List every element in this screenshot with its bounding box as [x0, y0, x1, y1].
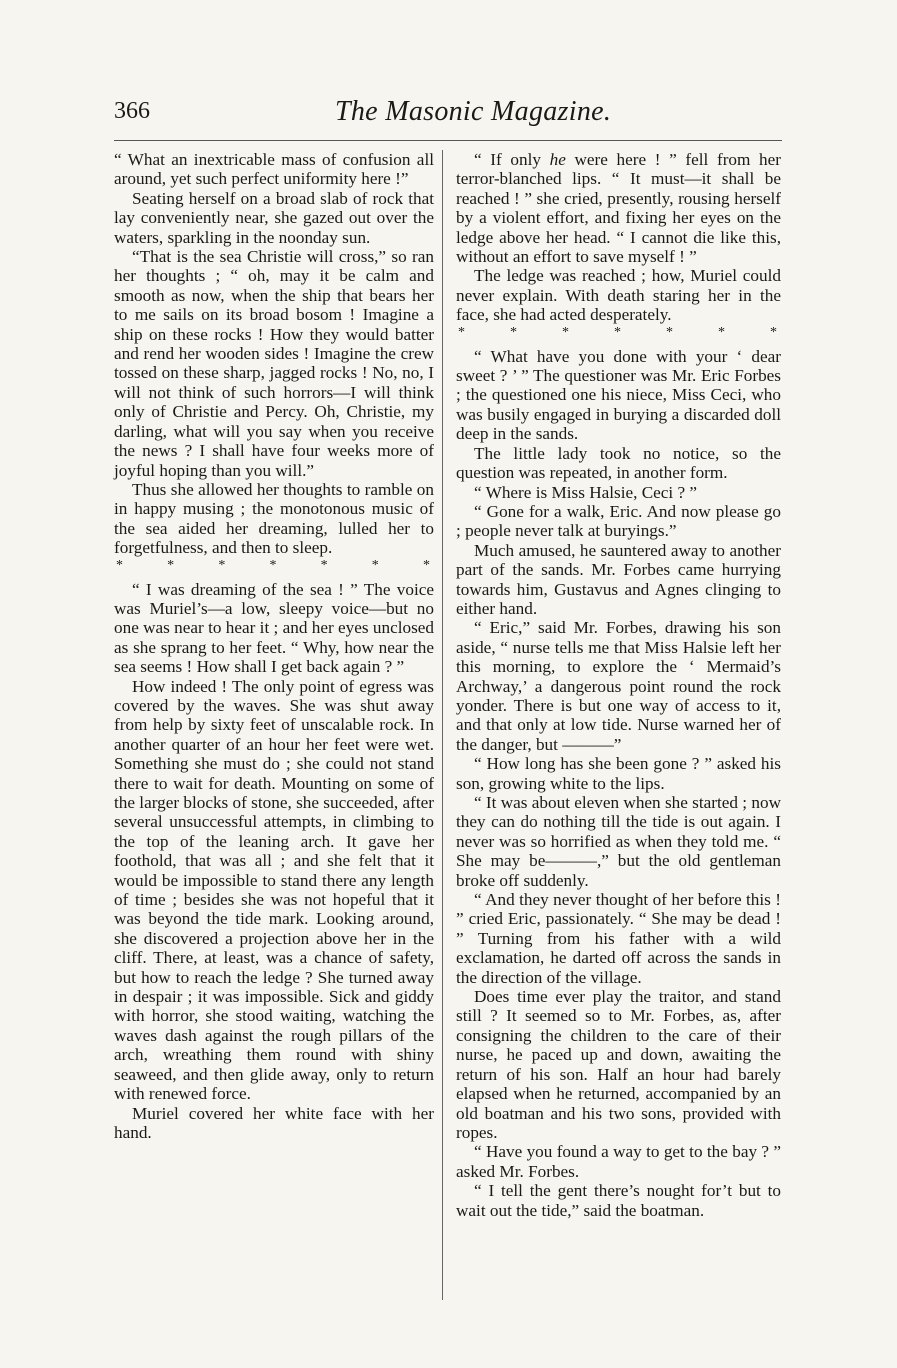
asterisk: *	[458, 324, 465, 340]
asterisk: *	[562, 324, 569, 340]
section-separator	[114, 558, 434, 574]
paragraph: Seating herself on a broad slab of rock that lay conveniently near, she gazed out over the waters, sparkling in the noonday sun.	[114, 188, 434, 247]
paragraph	[456, 150, 781, 266]
asterisk: *	[666, 324, 673, 340]
right-column	[456, 150, 781, 1220]
left-column	[114, 150, 434, 1142]
paragraph: “ What an inextricable mass of confusion all around, yet such perfect uniformity here !”	[114, 150, 434, 189]
paragraph: How indeed ! The only point of egress was covered by the waves. She was shut away from help by sixty feet of unscalable rock. In another quarter of an hour her feet were wet. Something she must do ; she could not stand there to wait for death. Mounting on some of the larger blocks of stone, she succeeded, after several unsuccessful attempts, in climbing to the top of the leaning arch. It gave her foothold, that was all ; and she felt that it would be impossible to stand there any length of time ; besides she was not hopeful that it was beyond the tide mark. Looking around, she discovered a projection above her in the cliff. There, at least, was a chance of safety, but how to reach the ledge ? She turned away in despair ; it was impossible. Sick and giddy with horror, she stood waiting, watching the waves dash against the rough pillars of the arch, wreathing them round with shiny seaweed, and then glide away, only to return with renewed force.	[114, 676, 434, 1104]
asterisk: *	[614, 324, 621, 340]
paragraph: “ It was about eleven when she started ; now they can do nothing till the tide is out again. I never was so horrified as when they told me. “ She may be———,” but the old gentleman broke off suddenly.	[456, 793, 781, 890]
paragraph: The ledge was reached ; how, Muriel could never explain. With death staring her in the face, she had acted desperately.	[456, 266, 781, 325]
asterisk: *	[510, 324, 517, 340]
paragraph: “ How long has she been gone ? ” asked his son, growing white to the lips.	[456, 754, 781, 793]
asterisk: *	[218, 557, 226, 573]
asterisk: *	[770, 324, 777, 340]
column-divider	[442, 150, 443, 1300]
paragraph: “ Have you found a way to get to the bay ? ” asked Mr. Forbes.	[456, 1142, 781, 1181]
text-run: “ If only	[474, 150, 550, 169]
paragraph: “ Eric,” said Mr. Forbes, drawing his son aside, “ nurse tells me that Miss Halsie left her this morning, to explore the ‘ Mermaid’s Archway,’ a dangerous point round the rock yonder. There is but one way of access to it, and that only at low tide. Nurse warned her of the danger, but ———”	[456, 618, 781, 754]
paragraph: Does time ever play the traitor, and stand still ? It seemed so to Mr. Forbes, as, after consigning the children to the care of their nurse, he paced up and down, awaiting the return of his son. Half an hour had barely elapsed when he returned, accompanied by an old boatman and his two sons, provided with ropes.	[456, 987, 781, 1142]
paragraph: “That is the sea Christie will cross,” so ran her thoughts ; “ oh, may it be calm and smooth as now, when the ship that bears her to me sails on its broad bosom ! Imagine a ship on these rocks ! How they would batter and rend her wooden sides ! Imagine the crew tossed on these sharp, jagged rocks ! No, no, I will not think of such horrors—I will think only of Christie and Percy. Oh, Christie, my darling, what will you say when you receive the news ? I shall have four weeks more of joyful hoping than you will.”	[114, 247, 434, 480]
asterisk: *	[371, 557, 379, 573]
paragraph: “ Gone for a walk, Eric. And now please go ; people never talk at buryings.”	[456, 501, 781, 541]
header-rule	[114, 140, 782, 141]
paragraph: “ What have you done with your ‘ dear sweet ? ’ ” The questioner was Mr. Eric Forbes ; the questioned one his niece, Miss Ceci, who was busily engaged in burying a discarded doll deep in the sands.	[456, 346, 781, 444]
asterisk: *	[320, 557, 328, 573]
asterisk: *	[167, 557, 175, 573]
paragraph: “ And they never thought of her before this ! ” cried Eric, passionately. “ She may be dead ! ” Turning from his father with a wild exclamation, he darted off across the sands in the direction of the village.	[456, 890, 781, 987]
asterisk: *	[422, 557, 430, 573]
paragraph: Muriel covered her white face with her hand.	[114, 1103, 434, 1142]
section-separator	[456, 325, 781, 341]
asterisk: *	[116, 557, 123, 573]
paragraph: “ Where is Miss Halsie, Ceci ? ”	[474, 482, 698, 502]
italic-text: he	[549, 150, 566, 169]
paragraph: Thus she allowed her thoughts to ramble on in happy musing ; the monotonous music of the sea aided her dreaming, lulled her to forgetfulness, and then to sleep.	[114, 479, 434, 558]
asterisk: *	[718, 324, 725, 340]
text-run: were here ! ” fell from her terror-blanched lips. “ It must—it shall be reached ! ” she cried, presently, rousing herself by a violent effort, and fixing her eyes on the ledge above her head. “ I cannot die like this, without an effort to save myself ! ”	[456, 150, 781, 267]
paragraph: The little lady took no notice, so the question was repeated, in another form.	[456, 443, 781, 483]
paragraph: Much amused, he sauntered away to another part of the sands. Mr. Forbes came hurrying towards him, Gustavus and Agnes clinging to either hand.	[456, 540, 781, 618]
paragraph: “ I tell the gent there’s nought for’t but to wait out the tide,” said the boatman.	[456, 1181, 781, 1220]
page-number: 366	[114, 98, 150, 124]
paragraph: “ I was dreaming of the sea ! ” The voice was Muriel’s—a low, sleepy voice—but no one was near to hear it ; and her eyes unclosed as she sprang to her feet. “ Why, how near the sea seems ! How shall I get back again ? ”	[114, 579, 434, 677]
asterisk: *	[269, 557, 277, 573]
running-title: The Masonic Magazine.	[335, 96, 612, 127]
